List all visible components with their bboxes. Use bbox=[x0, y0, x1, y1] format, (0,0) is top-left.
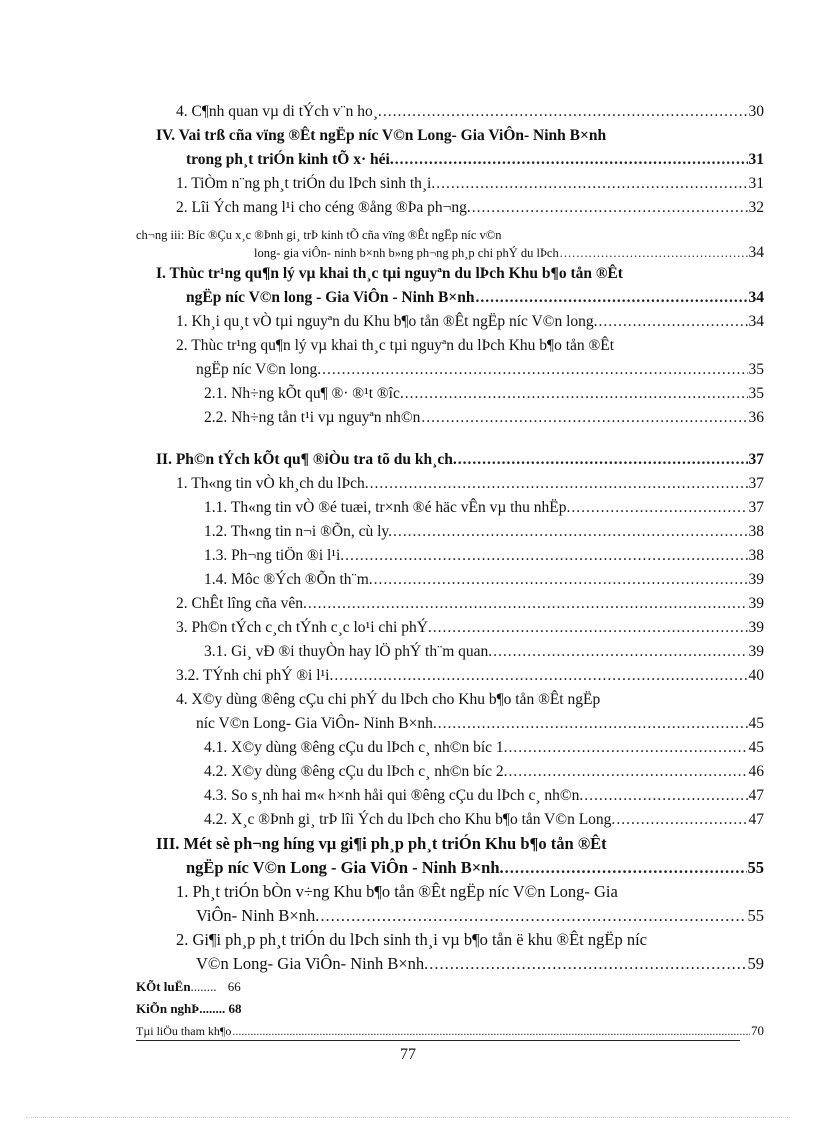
toc-chapter-entry[interactable] bbox=[136, 226, 764, 262]
footer-divider bbox=[136, 1040, 740, 1041]
toc-entry-page: 55 bbox=[747, 906, 764, 925]
toc-entry-page: 37 bbox=[748, 499, 764, 516]
toc-entry-text: 1.4. Môc ®Ých ®Õn th¨m. bbox=[204, 571, 373, 588]
toc-entry-text: III. Mét sè ph¬ng híng vµ gi¶i ph¸p ph¸t triÓn Khu b¶o tån ®Êt bbox=[156, 834, 607, 853]
toc-entry[interactable] bbox=[136, 448, 764, 472]
toc-entry-page: 32 bbox=[748, 199, 764, 216]
toc-entry-text: 2. Gi¶i ph¸p ph¸t triÓn du lÞch sinh th¸i vµ b¶o tån ë khu ®Êt ngËp níc bbox=[176, 930, 647, 949]
toc-entry[interactable] bbox=[136, 640, 764, 664]
toc-entry[interactable] bbox=[136, 832, 764, 880]
toc-entry[interactable] bbox=[136, 664, 764, 688]
toc-entry[interactable] bbox=[136, 406, 764, 430]
toc-entry-page: 30 bbox=[748, 103, 764, 120]
toc-entry-text: 2. Thùc tr¹ng qu¶n lý vµ khai th¸c tµi nguyªn du lÞch Khu b¶o tån ®Êt bbox=[176, 337, 615, 354]
toc-entry-text: 4.3. So s¸nh hai m« h×nh håi qui ®êng cÇu du lÞch c¸ nh©n. bbox=[204, 787, 584, 804]
toc-entry[interactable] bbox=[136, 172, 764, 196]
toc-entry-page: 35 bbox=[748, 361, 764, 378]
toc-entry-page: 37 bbox=[748, 451, 764, 468]
toc-entry-page: 55 bbox=[747, 858, 764, 877]
toc-entry[interactable] bbox=[136, 520, 764, 544]
toc-entry-text: 4.2. X©y dùng ®êng cÇu du lÞch c¸ nh©n bíc 2. bbox=[204, 763, 508, 780]
toc-entry-page: 35 bbox=[748, 385, 764, 402]
toc-entry-page: 34 bbox=[748, 313, 764, 330]
toc-entry-dots: ........ bbox=[190, 979, 217, 994]
toc-entry-page: 34 bbox=[748, 244, 764, 261]
toc-entry[interactable] bbox=[136, 196, 764, 220]
toc-entry-page: 39 bbox=[748, 595, 764, 612]
toc-entry-text-cont: ngËp níc V©n long. bbox=[196, 361, 322, 378]
page-bottom-edge bbox=[26, 1117, 790, 1118]
toc-entry-text-cont: ViÔn- Ninh B×nh. bbox=[196, 906, 320, 925]
toc-entry-text-cont: V©n Long- Gia ViÔn- Ninh B×nh. bbox=[196, 954, 429, 973]
toc-entry[interactable] bbox=[136, 544, 764, 568]
toc-entry[interactable] bbox=[136, 760, 764, 784]
toc-entry-text: 4.1. X©y dùng ®êng cÇu du lÞch c¸ nh©n bíc 1. bbox=[204, 739, 508, 756]
toc-entry-text: 1.2. Th«ng tin n¬i ®Õn, cù ly. bbox=[204, 523, 392, 540]
toc-entry[interactable] bbox=[136, 976, 764, 998]
toc-entry-page: 70 bbox=[751, 1023, 764, 1038]
toc-entry[interactable] bbox=[136, 472, 764, 496]
toc-entry[interactable] bbox=[136, 1020, 764, 1042]
toc-entry-page: 45 bbox=[748, 739, 764, 756]
page-number: 77 bbox=[400, 1046, 416, 1063]
toc-entry-page: 34 bbox=[748, 289, 764, 306]
toc-entry-page: 31 bbox=[748, 151, 764, 168]
toc-entry[interactable] bbox=[136, 568, 764, 592]
toc-entry-page: 39 bbox=[748, 643, 764, 660]
toc-entry-text: KiÕn nghÞ........ bbox=[136, 1001, 226, 1016]
toc-entry-text: 1. TiÒm n¨ng ph¸t triÓn du lÞch sinh th¸i. bbox=[176, 175, 436, 192]
toc-entry-text-cont: níc V©n Long- Gia ViÔn- Ninh B×nh. bbox=[196, 715, 437, 732]
toc-entry[interactable] bbox=[136, 880, 764, 928]
toc-entry-text: I. Thùc tr¹ng qu¶n lý vµ khai th¸c tµi nguyªn du lÞch Khu b¶o tån ®Êt bbox=[156, 265, 623, 282]
toc-entry-page: 47 bbox=[748, 787, 764, 804]
toc-entry-page: 46 bbox=[748, 763, 764, 780]
toc-chapter-text: ch¬ng iii: Bíc ®Çu x¸c ®Þnh gi¸ trÞ kinh tÕ cña vïng ®Êt ngËp níc v©n bbox=[136, 228, 502, 242]
toc-entry-page: 36 bbox=[748, 409, 764, 426]
toc-entry-text: 1.1. Th«ng tin vÒ ®é tuæi, tr×nh ®é häc vÊn vµ thu nhËp. bbox=[204, 499, 571, 516]
toc-entry-text: 1. Th«ng tin vÒ kh¸ch du lÞch. bbox=[176, 475, 369, 492]
toc-entry-page: 39 bbox=[748, 571, 764, 588]
toc-entry-text: 3.2. TÝnh chi phÝ ®i l¹i. bbox=[176, 667, 334, 684]
toc-entry-text: 2.1. Nh÷ng kÕt qu¶ ®· ®¹t ®îc. bbox=[204, 385, 404, 402]
toc-entry[interactable] bbox=[136, 928, 764, 976]
toc-entry[interactable] bbox=[136, 592, 764, 616]
toc-entry-text: 3. Ph©n tÝch c¸ch tÝnh c¸c lo¹i chi phÝ. bbox=[176, 619, 432, 636]
toc-entry[interactable] bbox=[136, 998, 764, 1020]
toc-entry-text-cont: trong ph¸t triÓn kinh tÕ x· héi. bbox=[186, 151, 394, 168]
toc-entry-page: 66 bbox=[227, 979, 241, 994]
toc-entry-page: 45 bbox=[748, 715, 764, 732]
toc-entry-text: 1. Ph¸t triÓn bÒn v÷ng Khu b¶o tån ®Êt ngËp níc V©n Long- Gia bbox=[176, 882, 618, 901]
toc-entry-page: 68 bbox=[228, 1001, 242, 1016]
toc-entry[interactable] bbox=[136, 736, 764, 760]
toc-entry[interactable] bbox=[136, 124, 764, 172]
toc-entry-text: KÕt luËn bbox=[136, 979, 191, 994]
toc-entry-text: 4. C¶nh quan vµ di tÝch v¨n ho¸. bbox=[176, 103, 382, 120]
toc-entry-text: 1. Kh¸i qu¸t vÒ tµi nguyªn du Khu b¶o tån ®Êt ngËp níc V©n long. bbox=[176, 313, 598, 330]
toc-chapter-text-cont: long- gia viÔn- ninh b×nh b»ng ph¬ng ph¸p chi phÝ du lÞch bbox=[254, 246, 559, 260]
toc-entry-page: 40 bbox=[748, 667, 764, 684]
toc-entry-page: 47 bbox=[748, 811, 764, 828]
toc-entry[interactable] bbox=[136, 100, 764, 124]
toc-entry-page: 38 bbox=[748, 523, 764, 540]
toc-entry-text-cont: ngËp níc V©n Long - Gia ViÔn - Ninh B×nh. bbox=[186, 858, 504, 877]
toc-entry[interactable] bbox=[136, 784, 764, 808]
toc-entry-text: 2.2. Nh÷ng tån t¹i vµ nguyªn nh©n bbox=[204, 409, 421, 426]
toc-entry[interactable] bbox=[136, 808, 764, 832]
toc-entry-text: II. Ph©n tÝch kÕt qu¶ ®iÒu tra tõ du kh¸ch. bbox=[156, 451, 457, 468]
toc-entry-text: 4.2. X¸c ®Þnh gi¸ trÞ lîi Ých du lÞch cho Khu b¶o tån V©n Long. bbox=[204, 811, 616, 828]
toc-entry-page: 38 bbox=[748, 547, 764, 564]
toc-entry-page: 39 bbox=[748, 619, 764, 636]
toc-entry-text: 3.1. Gi¸ vÐ ®i thuyÒn hay lÖ phÝ th¨m quan. bbox=[204, 643, 493, 660]
toc-entry[interactable] bbox=[136, 382, 764, 406]
toc-entry-text-cont: ngËp níc V©n long - Gia ViÔn - Ninh B×nh bbox=[186, 289, 475, 306]
toc-entry[interactable] bbox=[136, 310, 764, 334]
toc-entry-text: 4. X©y dùng ®êng cÇu chi phÝ du lÞch cho Khu b¶o tån ®Êt ngËp bbox=[176, 691, 601, 708]
toc-entry-page: 59 bbox=[747, 954, 764, 973]
toc-entry[interactable] bbox=[136, 496, 764, 520]
toc-entry[interactable] bbox=[136, 688, 764, 736]
toc-entry-text: 2. Lîi Ých mang l¹i cho céng ®ång ®Þa ph¬ng. bbox=[176, 199, 471, 216]
toc-entry-text: 2. ChÊt lîng cña vên. bbox=[176, 595, 307, 612]
toc-entry[interactable] bbox=[136, 262, 764, 310]
toc-entry[interactable] bbox=[136, 334, 764, 382]
toc-entry[interactable] bbox=[136, 616, 764, 640]
toc-entry-text: Tµi liÖu tham kh¶o bbox=[136, 1024, 232, 1038]
toc-entry-text: 1.3. Ph¬ng tiÖn ®i l¹i. bbox=[204, 547, 345, 564]
table-of-contents bbox=[136, 100, 764, 1042]
toc-entry-page: 37 bbox=[748, 475, 764, 492]
toc-entry-page: 31 bbox=[748, 175, 764, 192]
toc-entry-text: IV. Vai trß cña vïng ®Êt ngËp níc V©n Long- Gia ViÔn- Ninh B×nh bbox=[156, 127, 607, 144]
